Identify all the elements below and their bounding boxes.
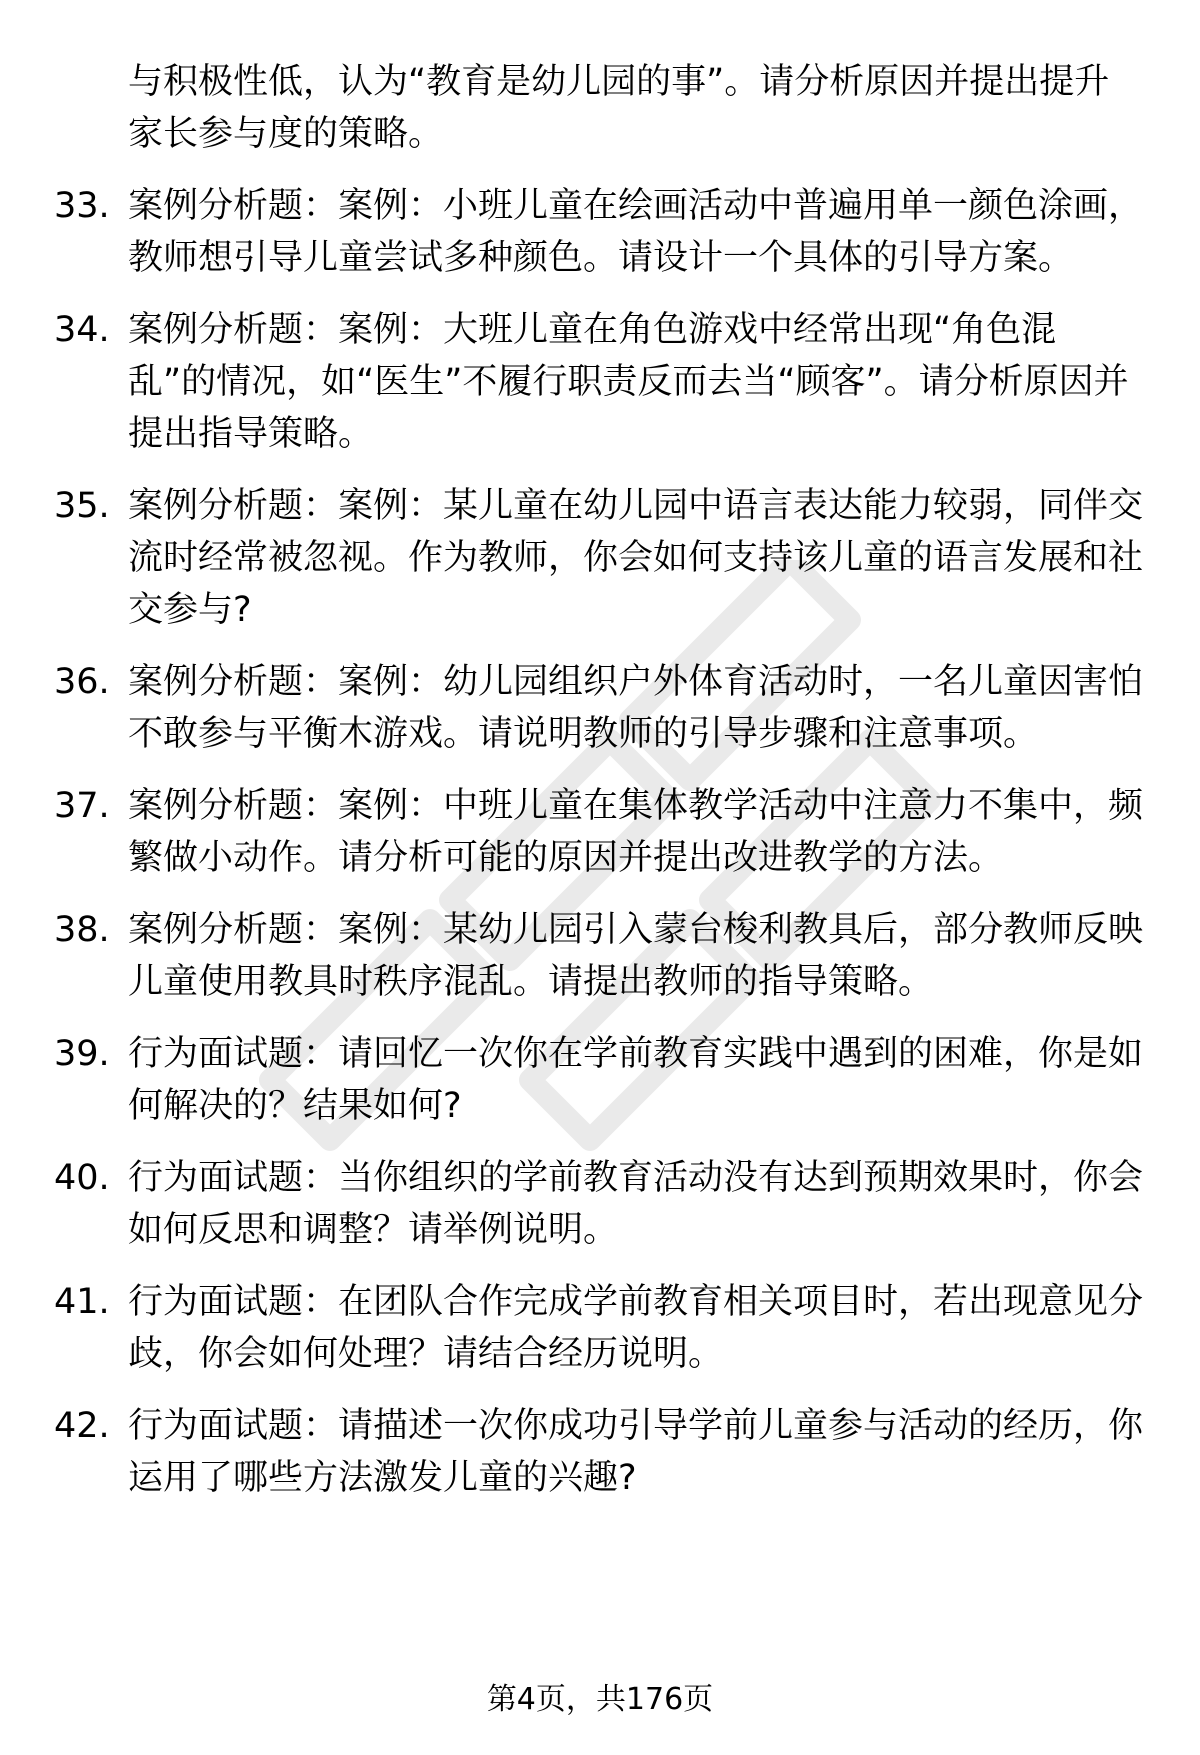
question-number: 40. xyxy=(54,1158,110,1198)
question-text: 行为面试题：当你组织的学前教育活动没有达到预期效果时，你会如何反思和调整？请举例说明。 xyxy=(128,1158,1144,1250)
question-item xyxy=(54,1028,1144,1132)
question-number: 38. xyxy=(54,910,110,950)
question-number: 36. xyxy=(54,662,110,702)
question-text: 案例分析题：案例：小班儿童在绘画活动中普遍用单一颜色涂画，教师想引导儿童尝试多种颜色。请设计一个具体的引导方案。 xyxy=(128,186,1144,278)
question-item xyxy=(54,304,1144,460)
question-item xyxy=(54,780,1144,884)
question-item xyxy=(54,180,1144,284)
question-text: 行为面试题：请回忆一次你在学前教育实践中遇到的困难，你是如何解决的？结果如何? xyxy=(128,1034,1144,1126)
question-number: 34. xyxy=(54,310,110,350)
question-number: 35. xyxy=(54,486,110,526)
question-text: 行为面试题：在团队合作完成学前教育相关项目时，若出现意见分歧，你会如何处理？请结合经历说明。 xyxy=(128,1282,1144,1374)
question-number: 33. xyxy=(54,186,110,226)
question-number: 41. xyxy=(54,1282,110,1322)
page-footer: 第4页，共176页 xyxy=(486,1682,714,1717)
question-item xyxy=(54,1400,1144,1504)
question-text: 案例分析题：案例：某幼儿园引入蒙台梭利教具后，部分教师反映儿童使用教具时秩序混乱。请提出教师的指导策略。 xyxy=(128,910,1144,1002)
question-item xyxy=(54,1152,1144,1256)
question-item xyxy=(54,904,1144,1008)
question-list xyxy=(54,56,1144,1524)
question-item xyxy=(54,480,1144,636)
question-text: 行为面试题：请描述一次你成功引导学前儿童参与活动的经历，你运用了哪些方法激发儿童的兴趣? xyxy=(128,1406,1144,1498)
question-text: 案例分析题：案例：某儿童在幼儿园中语言表达能力较弱，同伴交流时经常被忽视。作为教师，你会如何支持该儿童的语言发展和社交参与? xyxy=(128,486,1144,630)
question-text: 案例分析题：案例：幼儿园组织户外体育活动时，一名儿童因害怕不敢参与平衡木游戏。请说明教师的引导步骤和注意事项。 xyxy=(128,662,1144,754)
continued-question-text: 与积极性低，认为“教育是幼儿园的事”。请分析原因并提出提升家长参与度的策略。 xyxy=(128,62,1110,154)
question-number: 39. xyxy=(54,1034,110,1074)
question-text: 案例分析题：案例：大班儿童在角色游戏中经常出现“角色混乱”的情况，如“医生”不履行职责反而去当“顾客”。请分析原因并提出指导策略。 xyxy=(128,310,1129,454)
question-number: 37. xyxy=(54,786,110,826)
question-item xyxy=(54,1276,1144,1380)
question-item xyxy=(54,656,1144,760)
question-text: 案例分析题：案例：中班儿童在集体教学活动中注意力不集中，频繁做小动作。请分析可能的原因并提出改进教学的方法。 xyxy=(128,786,1144,878)
question-number: 42. xyxy=(54,1406,110,1446)
